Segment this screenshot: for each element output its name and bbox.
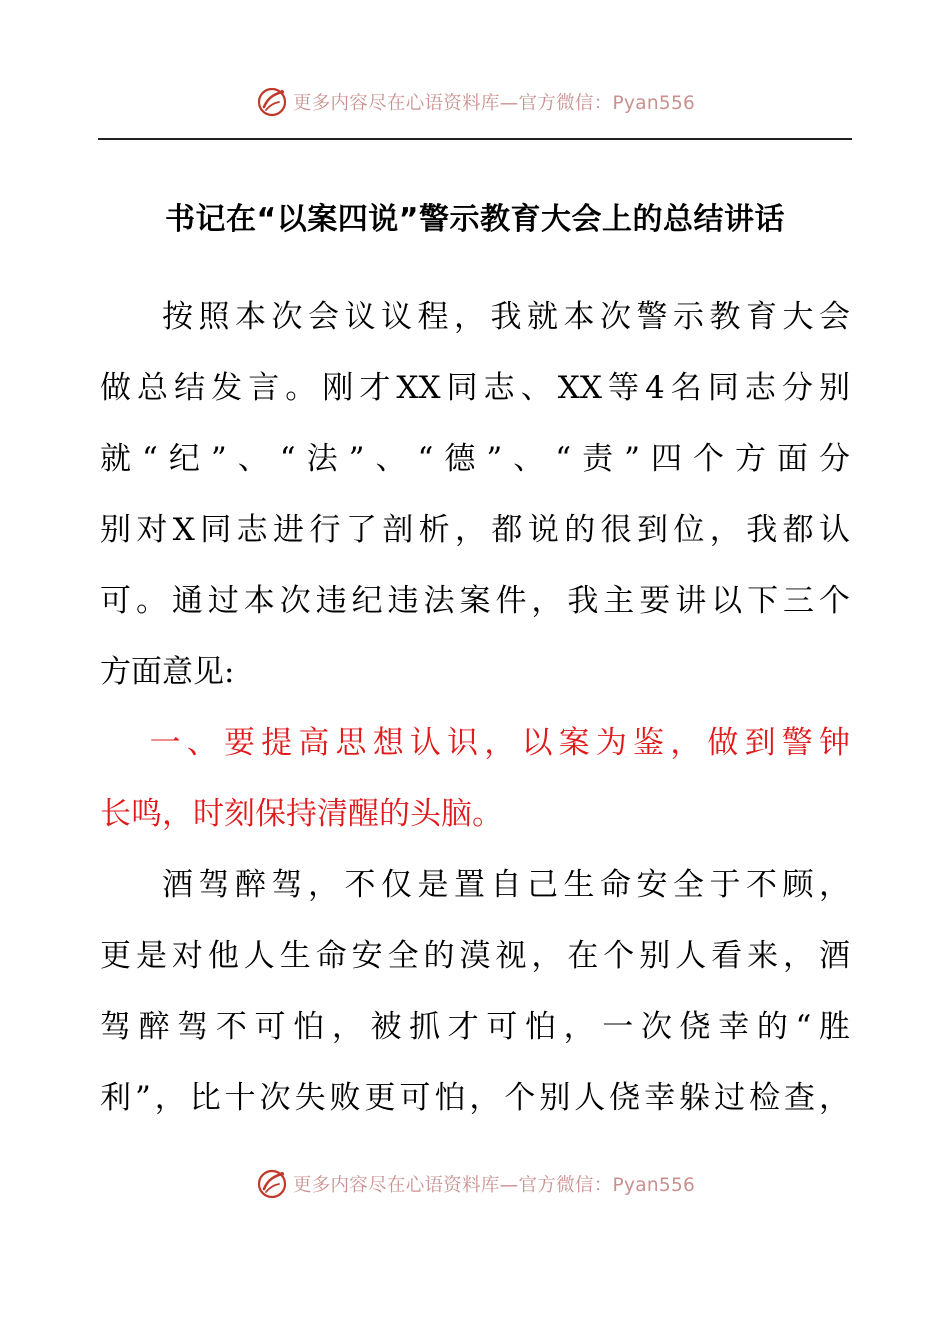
document-title: 书记在“以案四说”警示教育大会上的总结讲话 bbox=[165, 202, 785, 237]
header-divider bbox=[98, 138, 852, 140]
text-line: 就“纪”、“法”、“德”、“责”四个方面分 bbox=[100, 441, 850, 477]
text-line: 长鸣，时刻保持清醒的头脑。 bbox=[100, 796, 503, 832]
footer-banner-text: 更多内容尽在心语资料库—官方微信：Pyan556 bbox=[292, 1175, 696, 1196]
brush-logo-icon bbox=[255, 1167, 289, 1201]
document-body bbox=[100, 282, 850, 1134]
paragraph-intro bbox=[100, 282, 850, 708]
text-line: 做总结发言。刚才XX同志、XX等4名同志分别 bbox=[100, 370, 850, 406]
text-line: 利”，比十次失败更可怕，个别人侥幸躲过检查， bbox=[100, 1080, 850, 1116]
footer-banner bbox=[0, 1164, 950, 1204]
text-line: 驾醉驾不可怕，被抓才可怕，一次侥幸的“胜 bbox=[100, 1009, 850, 1045]
text-line: 一、要提高思想认识，以案为鉴，做到警钟 bbox=[149, 725, 850, 761]
text-line: 方面意见: bbox=[100, 654, 235, 690]
text-line: 酒驾醉驾，不仅是置自己生命安全于不顾， bbox=[162, 867, 850, 903]
text-line: 别对X同志进行了剖析，都说的很到位，我都认 bbox=[100, 512, 850, 548]
brush-logo-icon bbox=[255, 85, 289, 119]
text-line: 更是对他人生命安全的漠视，在个别人看来，酒 bbox=[100, 938, 850, 974]
header-banner-text: 更多内容尽在心语资料库—官方微信：Pyan556 bbox=[292, 93, 696, 114]
text-line: 按照本次会议议程，我就本次警示教育大会 bbox=[162, 299, 850, 335]
header-banner bbox=[0, 82, 950, 122]
text-line: 可。通过本次违纪违法案件，我主要讲以下三个 bbox=[100, 583, 850, 619]
paragraph-body bbox=[100, 850, 850, 1134]
section-heading-1 bbox=[100, 708, 850, 850]
